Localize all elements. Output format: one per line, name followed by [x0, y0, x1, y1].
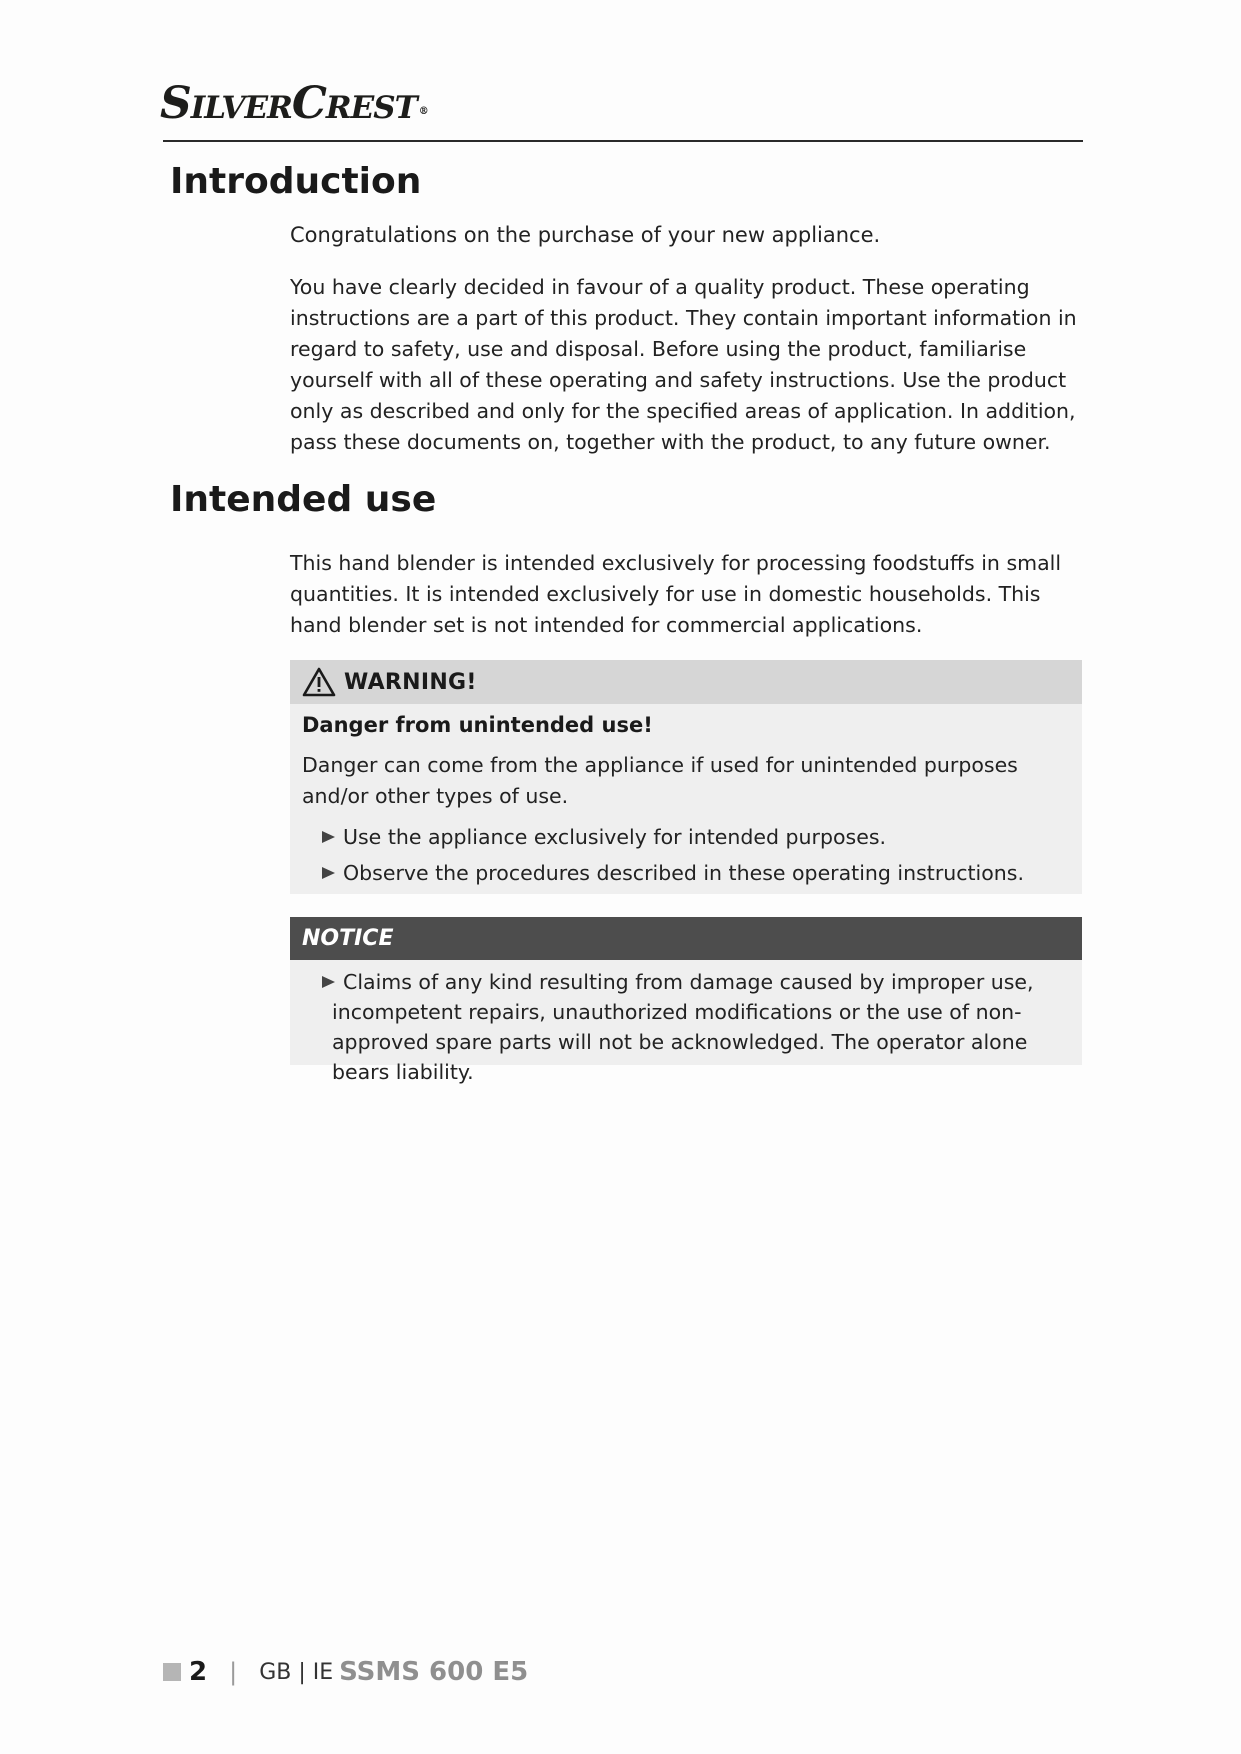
brand-logo [160, 78, 428, 130]
introduction-paragraph-2: You have clearly decided in favour of a quality product. These operating instructions are a part of this product. They contain important information in regard to safety, use and disposal. Before using the product, familiarise yourself with all of these operating and safety instructions. Use the product only as described and only for the specified areas of application. In addition, pass these documents on, together with the product, to any future owner. [290, 275, 1077, 454]
footer-separator: | [229, 1658, 238, 1686]
footer-square-icon [163, 1663, 181, 1681]
introduction-paragraph-1: Congratulations on the purchase of your new appliance. [290, 223, 881, 247]
warning-bullet [322, 858, 1024, 888]
footer-languages: GB | IE [259, 1659, 334, 1685]
warning-box [290, 660, 1082, 894]
warning-bullet-text: Observe the procedures described in these operating instructions. [343, 861, 1024, 885]
registered-mark: ® [418, 106, 428, 117]
warning-title: WARNING! [344, 669, 477, 695]
warning-header [290, 660, 1082, 704]
notice-title: NOTICE [302, 926, 394, 951]
warning-subtitle: Danger from unintended use! [302, 713, 653, 737]
intended-use-heading: Intended use [170, 479, 437, 520]
notice-box [290, 917, 1082, 1084]
page-footer [163, 1657, 528, 1687]
notice-header [290, 917, 1082, 960]
arrow-bullet-icon [322, 976, 335, 988]
warning-bullet [322, 822, 886, 852]
introduction-heading: Introduction [170, 161, 422, 202]
brand-name: SilverCrest [160, 78, 417, 129]
notice-bullet [322, 967, 1062, 1087]
notice-bullet-continuation: incompetent repairs, unauthorized modifications or the use of non-approved spare parts will not be acknowledged. The operator alone bears liability. [332, 1000, 1028, 1084]
warning-triangle-icon [302, 667, 336, 697]
page-number: 2 [189, 1657, 208, 1687]
notice-bullet-line1: Claims of any kind resulting from damage caused by improper use, [343, 970, 1034, 994]
warning-bullet-text: Use the appliance exclusively for intended purposes. [343, 825, 887, 849]
header-divider [163, 140, 1083, 142]
arrow-bullet-icon [322, 867, 335, 879]
warning-description: Danger can come from the appliance if used for unintended purposes and/or other types of use. [302, 753, 1018, 808]
intended-use-paragraph: This hand blender is intended exclusively for processing foodstuffs in small quantities. It is intended exclusively for use in domestic households. This hand blender set is not intended for commercial applications. [290, 551, 1062, 637]
arrow-bullet-icon [322, 831, 335, 843]
footer-model: SSMS 600 E5 [339, 1657, 529, 1687]
